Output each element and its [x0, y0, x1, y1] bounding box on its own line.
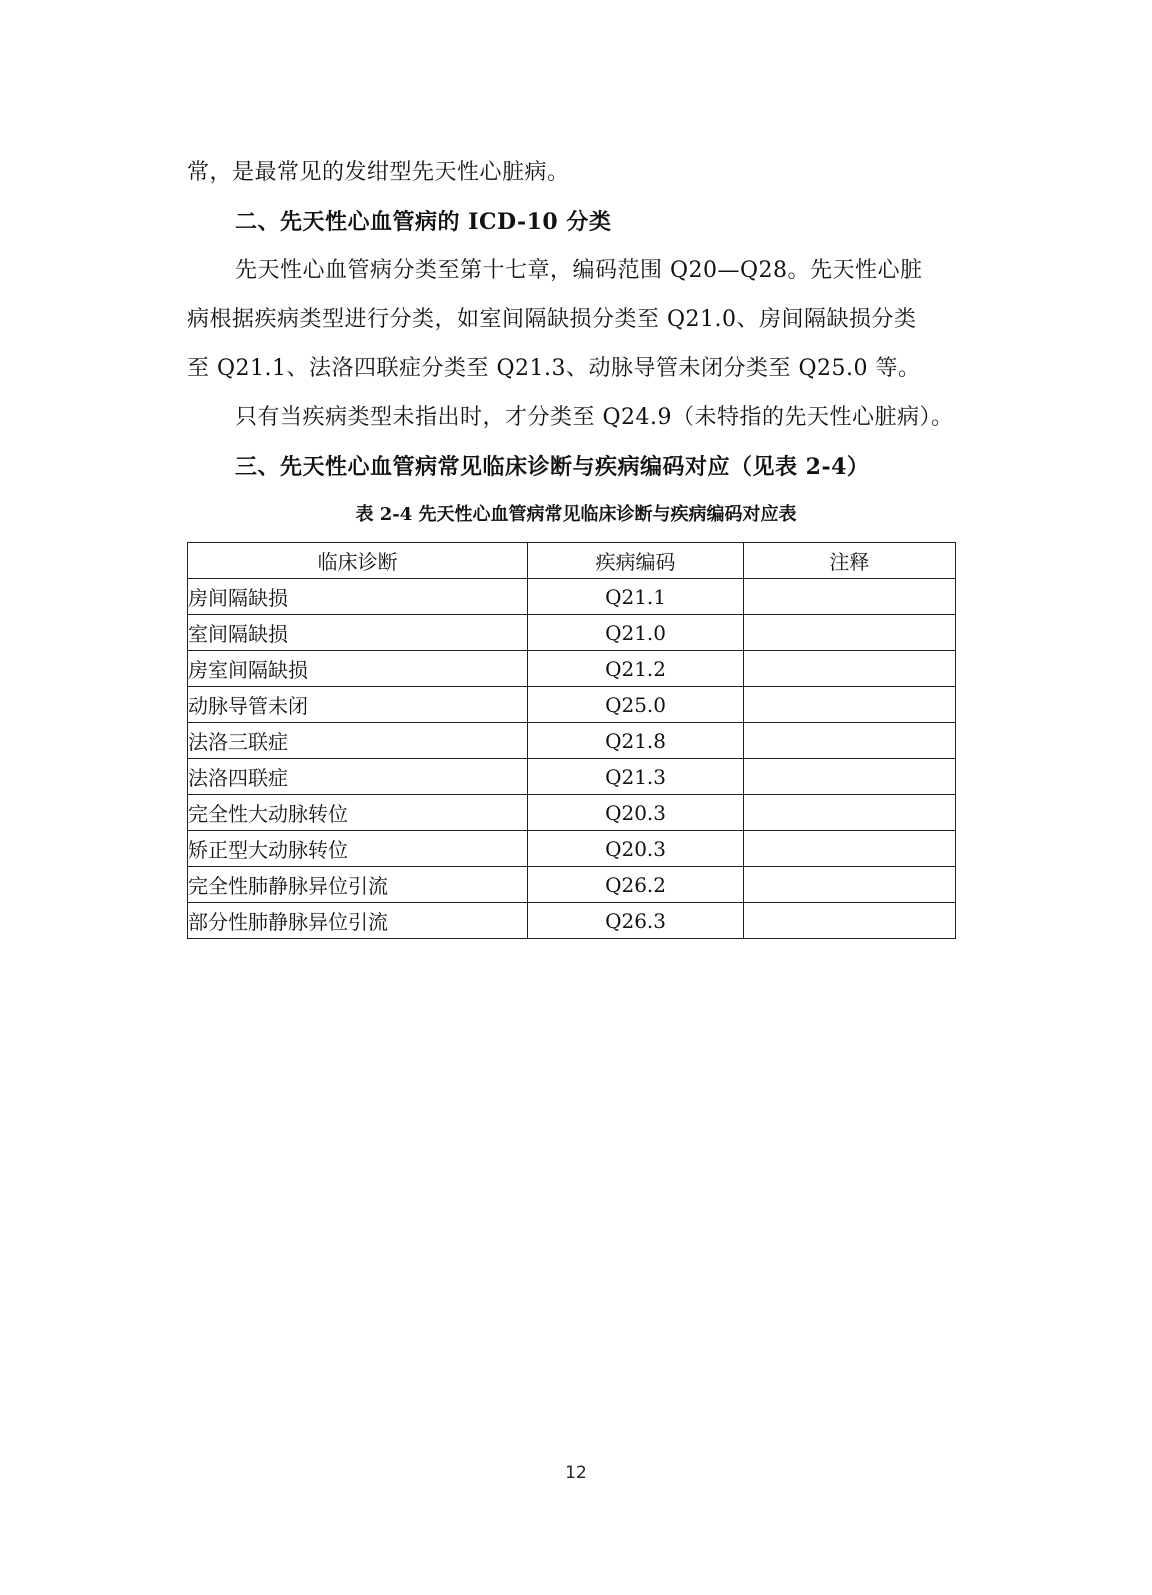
notes-cell	[743, 795, 955, 831]
code-cell: Q21.0	[528, 615, 743, 651]
header-notes: 注释	[743, 543, 955, 579]
diagnosis-cell: 法洛三联症	[188, 723, 528, 759]
header-code: 疾病编码	[528, 543, 743, 579]
diagnosis-cell: 矫正型大动脉转位	[188, 831, 528, 867]
code-cell: Q21.3	[528, 759, 743, 795]
diagnosis-cell: 完全性肺静脉异位引流	[188, 867, 528, 903]
section-heading-icd10: 二、先天性心血管病的 ICD-10 分类	[235, 209, 612, 235]
notes-cell	[743, 651, 955, 687]
notes-cell	[743, 687, 955, 723]
code-cell: Q26.3	[528, 903, 743, 939]
table-row	[188, 759, 956, 795]
code-cell: Q25.0	[528, 687, 743, 723]
diagnosis-cell: 法洛四联症	[188, 759, 528, 795]
page-number: 12	[565, 1463, 587, 1483]
code-cell: Q20.3	[528, 795, 743, 831]
paragraph-1-line-3: 至 Q21.1、法洛四联症分类至 Q21.3、动脉导管未闭分类至 Q25.0 等。	[187, 356, 921, 381]
diagnosis-cell: 室间隔缺损	[188, 615, 528, 651]
table-caption: 表 2-4 先天性心血管病常见临床诊断与疾病编码对应表	[355, 504, 797, 525]
diagnosis-cell: 部分性肺静脉异位引流	[188, 903, 528, 939]
notes-cell	[743, 903, 955, 939]
paragraph-2-line-1: 只有当疾病类型未指出时，才分类至 Q24.9（未特指的先天性心脏病）。	[235, 405, 954, 430]
diagnosis-cell: 动脉导管未闭	[188, 687, 528, 723]
notes-cell	[743, 579, 955, 615]
notes-cell	[743, 615, 955, 651]
table-header-row	[188, 543, 956, 579]
code-cell: Q20.3	[528, 831, 743, 867]
code-cell: Q21.2	[528, 651, 743, 687]
paragraph-continuation: 常，是最常见的发绀型先天性心脏病。	[187, 160, 570, 185]
table-row	[188, 867, 956, 903]
table-row	[188, 579, 956, 615]
table-row	[188, 795, 956, 831]
table-row	[188, 831, 956, 867]
paragraph-1-line-2: 病根据疾病类型进行分类，如室间隔缺损分类至 Q21.0、房间隔缺损分类	[187, 307, 917, 332]
table-row	[188, 615, 956, 651]
table-row	[188, 723, 956, 759]
diagnosis-cell: 完全性大动脉转位	[188, 795, 528, 831]
paragraph-1-line-1: 先天性心血管病分类至第十七章，编码范围 Q20—Q28。先天性心脏	[235, 258, 923, 283]
diagnosis-cell: 房间隔缺损	[188, 579, 528, 615]
header-diagnosis: 临床诊断	[188, 543, 528, 579]
section-heading-mapping: 三、先天性心血管病常见临床诊断与疾病编码对应（见表 2-4）	[235, 454, 870, 480]
table-row	[188, 903, 956, 939]
diagnosis-cell: 房室间隔缺损	[188, 651, 528, 687]
table-row	[188, 651, 956, 687]
notes-cell	[743, 723, 955, 759]
table-row	[188, 687, 956, 723]
code-cell: Q26.2	[528, 867, 743, 903]
code-cell: Q21.1	[528, 579, 743, 615]
code-cell: Q21.8	[528, 723, 743, 759]
diagnosis-code-table	[187, 542, 956, 939]
notes-cell	[743, 759, 955, 795]
notes-cell	[743, 867, 955, 903]
notes-cell	[743, 831, 955, 867]
